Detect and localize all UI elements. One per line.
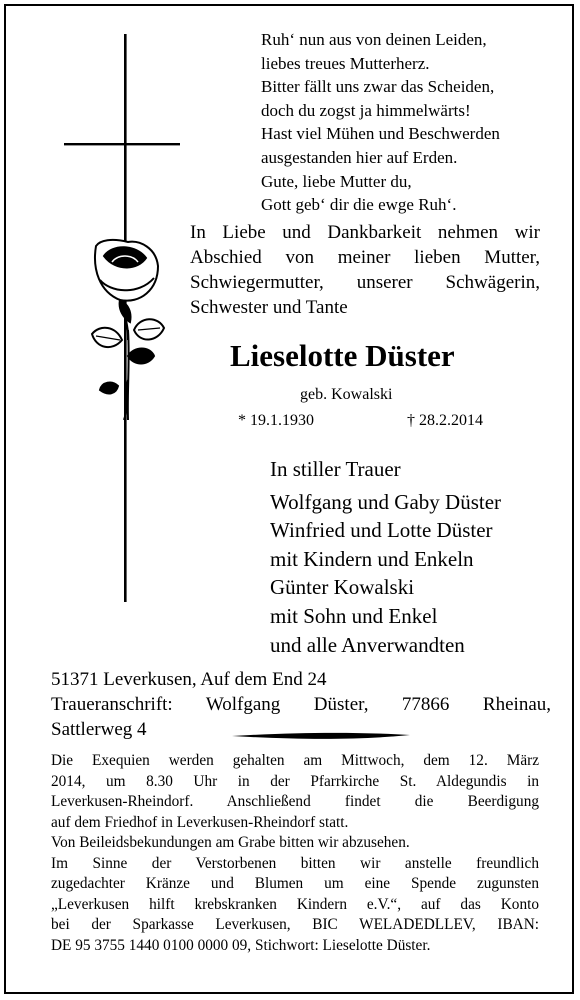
intro-line: Schwiegermutter, unserer Schwägerin, — [190, 272, 540, 293]
mourners-heading: In stiller Trauer — [270, 457, 401, 481]
home-address: 51371 Leverkusen, Auf dem End 24 — [51, 669, 327, 690]
mourner-line: und alle Anverwandten — [270, 632, 465, 657]
details-line: Die Exequien werden gehalten am Mittwoch, dem 12. März — [51, 752, 539, 769]
funeral-details — [51, 751, 539, 956]
mourner-line: Günter Kowalski — [270, 575, 415, 600]
poem-line: doch du zogst ja himmelwärts! — [261, 100, 471, 120]
poem-line: liebes treues Mutterherz. — [261, 53, 430, 73]
rose-icon — [92, 240, 164, 420]
mourner-line: mit Sohn und Enkel — [270, 603, 438, 628]
details-line: „Leverkusen hilft krebskranken Kindern e.V.“, auf das Konto — [51, 895, 539, 913]
poem-line: Hast viel Mühen und Beschwerden — [261, 124, 500, 144]
intro-line: Abschied von meiner lieben Mutter, — [190, 247, 540, 268]
mourner-line: Wolfgang und Gaby Düster — [270, 489, 502, 514]
details-line: Von Beileidsbekundungen am Grabe bitten wir abzusehen. — [51, 834, 410, 851]
birth-date: * 19.1.1930 — [238, 412, 314, 429]
deceased-name: Lieselotte Düster — [230, 338, 455, 373]
intro-line: Schwester und Tante — [190, 297, 348, 318]
mourners-list — [270, 455, 570, 659]
condolence-address-street: Sattlerweg 4 — [51, 719, 147, 740]
mourner-line: Winfried und Lotte Düster — [270, 518, 493, 543]
poem-line: ausgestanden hier auf Erden. — [261, 147, 458, 167]
address-block — [51, 667, 551, 742]
death-date: † 28.2.2014 — [407, 412, 483, 429]
poem — [261, 28, 551, 217]
details-line: Leverkusen-Rheindorf. Anschließend findet die Beerdigung — [51, 793, 539, 810]
details-line: zugedachter Kränze und Blumen um eine Spende zugunsten — [51, 875, 539, 892]
details-line: Im Sinne der Verstorbenen bitten wir anstelle freundlich — [51, 854, 539, 872]
details-line: auf dem Friedhof in Leverkusen-Rheindorf statt. — [51, 813, 349, 831]
poem-line: Gute, liebe Mutter du, — [261, 171, 412, 191]
poem-line: Gott geb‘ dir die ewge Ruh‘. — [261, 195, 457, 215]
poem-line: Ruh‘ nun aus von deinen Leiden, — [261, 30, 487, 49]
details-line: DE 95 3755 1440 0100 0000 09, Stichwort: Lieselotte Düster. — [51, 936, 431, 954]
maiden-name: geb. Kowalski — [300, 386, 393, 403]
intro-line: In Liebe und Dankbarkeit nehmen wir — [190, 222, 540, 243]
poem-line: Bitter fällt uns zwar das Scheiden, — [261, 77, 495, 97]
mourner-line: mit Kindern und Enkeln — [270, 546, 474, 571]
details-line: 2014, um 8.30 Uhr in der Pfarrkirche St. Aldegundis in — [51, 772, 539, 790]
cross-icon — [64, 34, 180, 602]
condolence-address: Traueranschrift: Wolfgang Düster, 77866 Rheinau, — [51, 694, 551, 715]
intro-text — [190, 220, 540, 320]
details-line: bei der Sparkasse Leverkusen, BIC WELADEDLLEV, IBAN: — [51, 916, 539, 933]
